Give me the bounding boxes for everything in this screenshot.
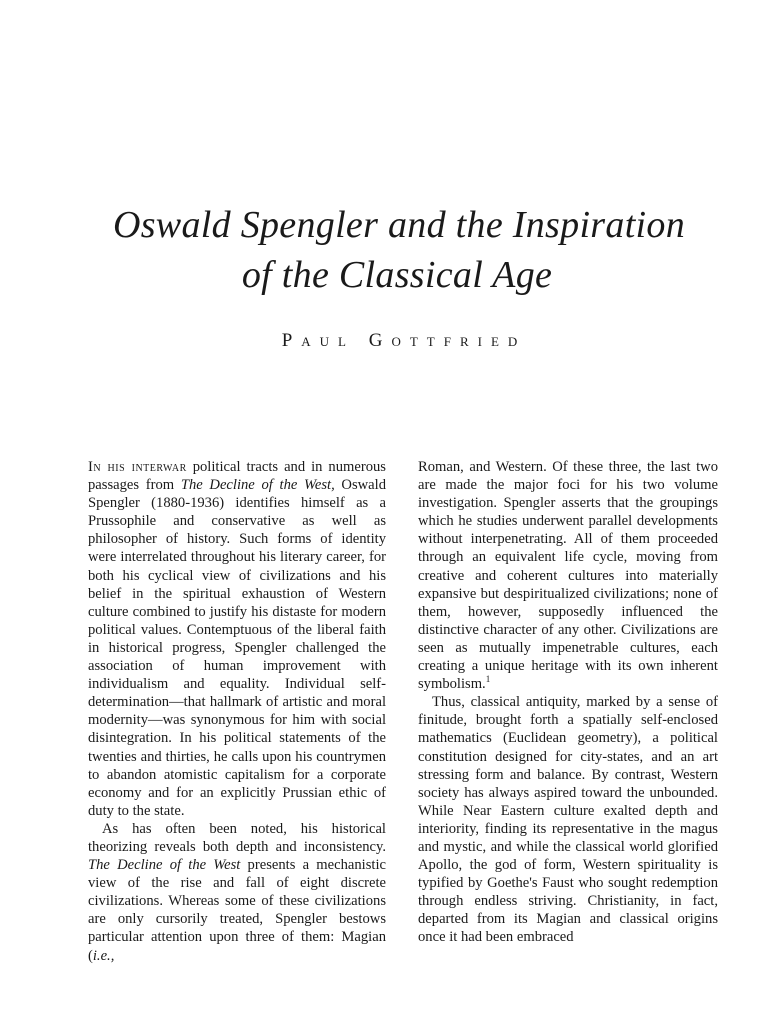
paragraph-text: Thus, classical antiquity, marked by a sense of finitude, brought forth a spatially self-enclosed mathematics (Euclidean geometry), a political constitution designed for city-states, and an art stressing form and balance. By contrast, Western society has always aspired toward the unbounded. While Near Eastern culture exalted depth and interiority, finding its representative in the magus and mystic, and while the classical world glorified Apollo, the god of form, Western spirituality is typified by Goethe's Faust who sought redemption through endless striving. Christianity, in fact, departed from its Magian and classical origins once it had been embraced [418, 694, 718, 946]
paragraph-text: presents a mechanistic view of the rise and fall of eight discrete civilizations. Whereas some of these civilizations are only cursorily treated, Spengler bestows particular attention upon three of them: Magian ( [88, 857, 386, 964]
footnote-marker[interactable]: 1 [485, 674, 491, 685]
paragraph-text: Roman, and Western. Of these three, the last two are made the major foci for his two volume investigation. Spengler asserts that the groupings which he studies underwent parallel developments without interpenetrating. All of them proceeded through an equivalent life cycle, moving from creative and coherent cultures into materially expansive but despiritualized civilizations; none of them, however, supposedly influenced the distinctive character of any other. Civilizations are seen as mutually impenetrable cultures, each creating a unique heritage with its own inherent symbolism. [418, 459, 718, 693]
text-column-right [418, 458, 718, 947]
paragraph [88, 458, 386, 820]
lead-in: In his interwar [88, 459, 187, 475]
paragraph-text: political tracts and in numerous passages from [88, 459, 386, 494]
paragraph [418, 458, 718, 693]
paragraph-text: As has often been noted, his historical theorizing reveals both depth and inconsistency. [88, 820, 386, 855]
paragraph [418, 693, 718, 946]
book-title: The Decline of the West [88, 857, 241, 874]
text-column-left [88, 458, 386, 965]
title-line-2: of the Classical Age [241, 254, 553, 296]
title-line-1: Oswald Spengler and the Inspiration [112, 204, 686, 246]
paragraph-text: Oswald Spengler (1880-1936) identifies himself as a Prussophile and conservative as well as philosopher of history. Such forms of identity were interrelated throughout his literary career, for both his cyclical view of civilizations and his belief in the spiritual exhaustion of Western culture combined to justify his distaste for modern political values. Contemptuous of the liberal faith in historical progress, Spengler challenged the association of human improvement with individualism and equality. Individual self-determination—that hallmark of artistic and moral modernity—was synonymous for him with social disintegration. In his political statements of the twenties and thirties, he calls upon his countrymen to abandon atomistic capitalism for a corporate economy and for an explicitly Prussian ethic of duty to the state. [88, 477, 386, 819]
paragraph [88, 820, 386, 965]
book-title: The Decline of the West, [180, 477, 335, 494]
author-name-text: Paul Gottfried [281, 330, 527, 351]
abbreviation: i.e., [92, 947, 115, 964]
article-title [0, 200, 768, 300]
author-name [20, 330, 768, 352]
